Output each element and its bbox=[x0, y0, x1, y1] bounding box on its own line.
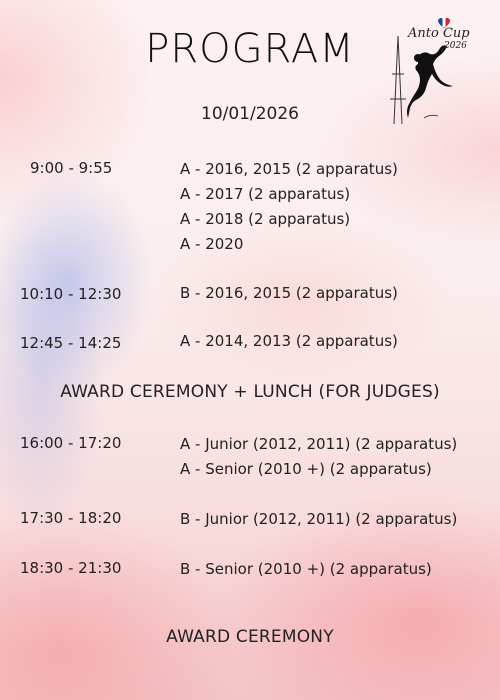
session-item: A - 2016, 2015 (2 apparatus) bbox=[180, 160, 398, 178]
session-item: A - 2014, 2013 (2 apparatus) bbox=[180, 332, 398, 350]
session-time: 10:10 - 12:30 bbox=[20, 285, 122, 303]
session-time: 16:00 - 17:20 bbox=[20, 434, 122, 452]
logo-year: 2026 bbox=[444, 41, 467, 51]
session-time: 17:30 - 18:20 bbox=[20, 509, 122, 527]
session-item: B - 2016, 2015 (2 apparatus) bbox=[180, 284, 398, 302]
session-item: A - 2018 (2 apparatus) bbox=[180, 210, 351, 228]
session-time: 18:30 - 21:30 bbox=[20, 559, 122, 577]
break-label: AWARD CEREMONY + LUNCH (FOR JUDGES) bbox=[60, 382, 440, 402]
session-items bbox=[180, 507, 457, 532]
final-label: AWARD CEREMONY bbox=[166, 627, 334, 647]
logo-name: Anto Cup bbox=[408, 26, 470, 41]
session-item: A - 2017 (2 apparatus) bbox=[180, 185, 351, 203]
session-item: B - Junior (2012, 2011) (2 apparatus) bbox=[180, 510, 458, 528]
session-items bbox=[180, 281, 398, 306]
session-item: A - 2020 bbox=[180, 235, 244, 253]
event-date: 10/01/2026 bbox=[201, 104, 299, 124]
session-item: A - Senior (2010 +) (2 apparatus) bbox=[180, 460, 432, 478]
session-items bbox=[180, 329, 398, 354]
session-time: 12:45 - 14:25 bbox=[20, 334, 122, 352]
session-item: A - Junior (2012, 2011) (2 apparatus) bbox=[180, 435, 458, 453]
session-items bbox=[180, 557, 432, 582]
session-time: 9:00 - 9:55 bbox=[30, 159, 113, 177]
page-title: PROGRAM bbox=[145, 26, 355, 72]
session-items bbox=[180, 157, 398, 257]
session-items bbox=[180, 432, 457, 482]
session-item: B - Senior (2010 +) (2 apparatus) bbox=[180, 560, 432, 578]
